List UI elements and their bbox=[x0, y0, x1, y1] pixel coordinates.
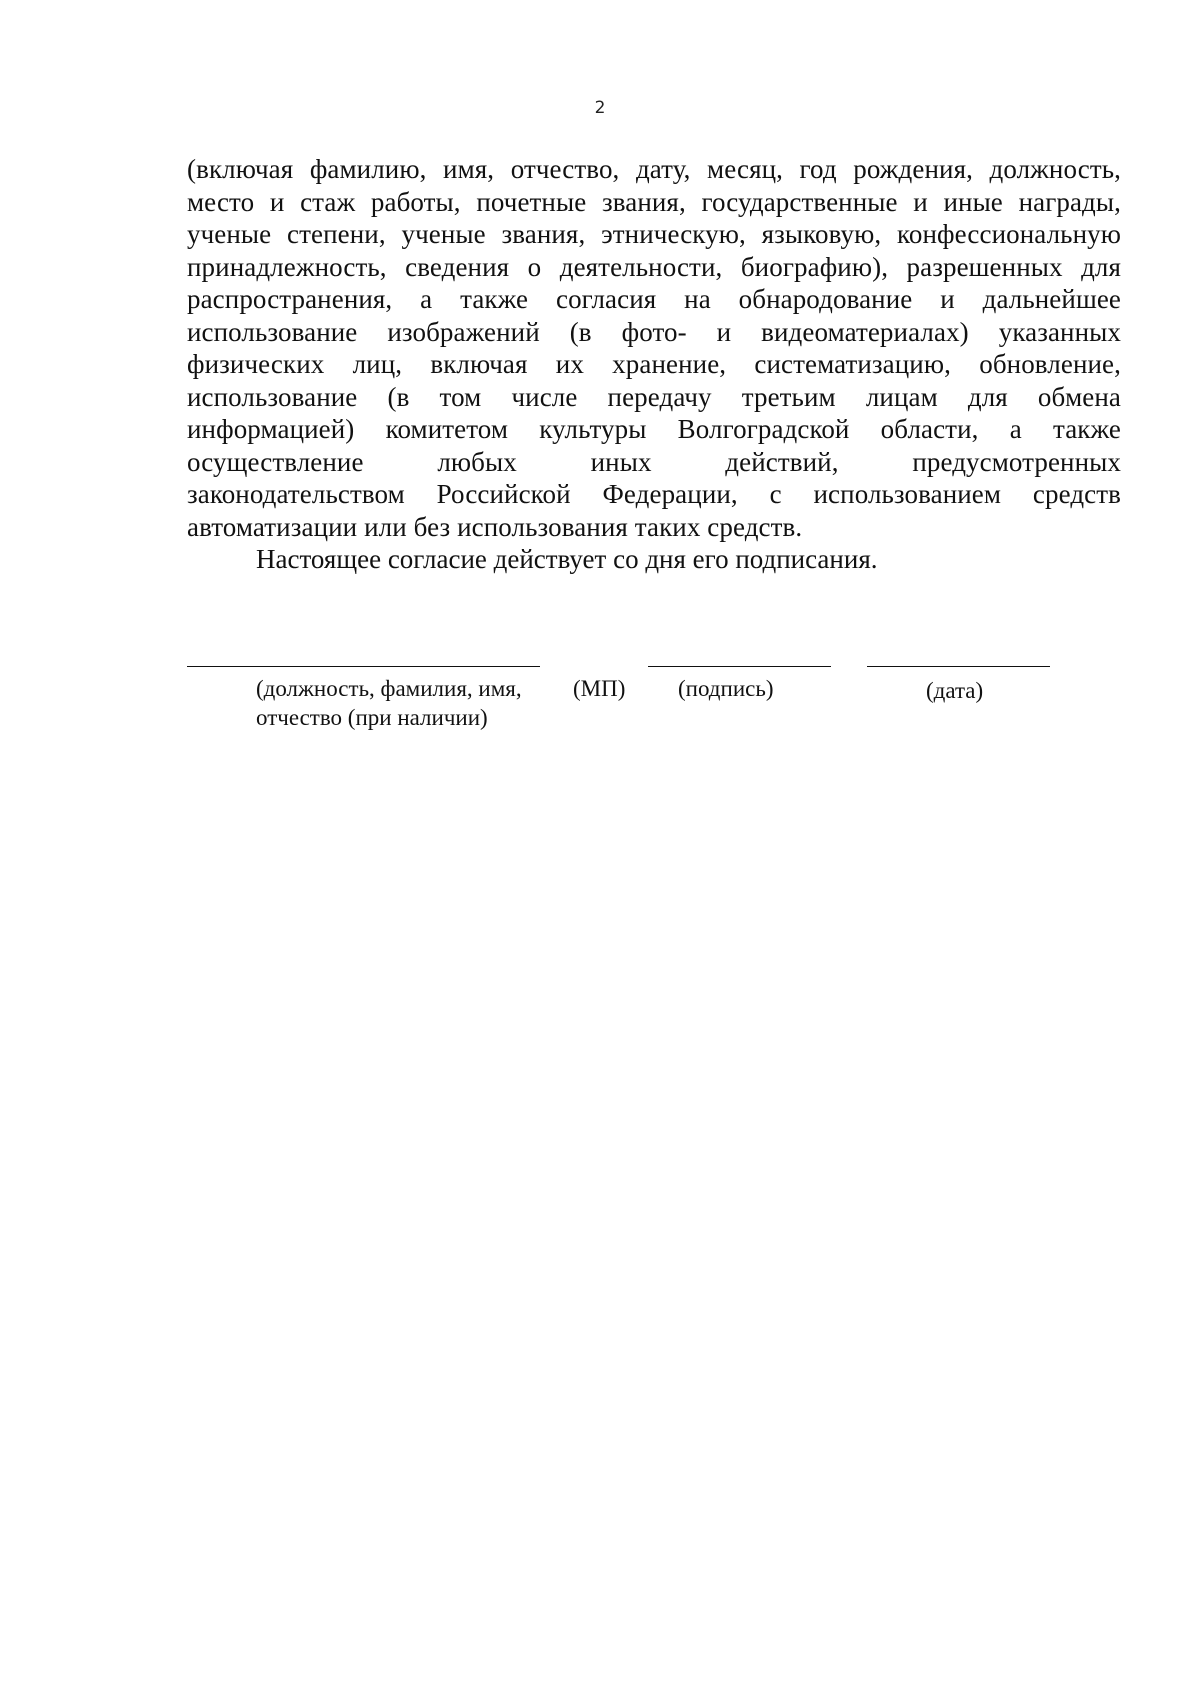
paragraph-line: (включая фамилию, имя, отчество, дату, месяц, год рождения, должность, bbox=[187, 154, 1121, 184]
paragraph-line: использование (в том числе передачу третьим лицам для обмена bbox=[187, 381, 1121, 412]
date-caption: (дата) bbox=[926, 678, 984, 703]
paragraph-line: принадлежность, сведения о деятельности, биографию), разрешенных для bbox=[187, 251, 1121, 282]
signature-line bbox=[648, 666, 831, 667]
paragraph-line: законодательством Российской Федерации, с использованием средств bbox=[187, 479, 1121, 509]
paragraph-line: распространения, а также согласия на обнародование и дальнейшее bbox=[187, 284, 1121, 314]
position-signature-line bbox=[187, 666, 540, 667]
page-number: 2 bbox=[594, 98, 606, 118]
position-caption-continuation: отчество (при наличии) bbox=[256, 705, 488, 730]
stamp-caption: (МП) bbox=[573, 676, 626, 701]
paragraph-line: информацией) комитетом культуры Волгоградской области, а также bbox=[187, 414, 1121, 444]
paragraph-line: автоматизации или без использования таких средств. bbox=[187, 511, 803, 542]
signature-caption: (подпись) bbox=[678, 676, 774, 701]
paragraph-line: физических лиц, включая их хранение, систематизацию, обновление, bbox=[187, 349, 1121, 379]
paragraph-line: осуществление любых иных действий, предусмотренных bbox=[187, 446, 1121, 477]
position-caption: (должность, фамилия, имя, bbox=[256, 676, 522, 701]
paragraph-line: использование изображений (в фото- и видеоматериалах) указанных bbox=[187, 316, 1121, 347]
paragraph-line: место и стаж работы, почетные звания, государственные и иные награды, bbox=[187, 186, 1121, 217]
paragraph-line: ученые степени, ученые звания, этническую, языковую, конфессиональную bbox=[187, 219, 1121, 249]
date-line bbox=[867, 666, 1050, 667]
validity-statement: Настоящее согласие действует со дня его подписания. bbox=[256, 544, 878, 574]
consent-paragraph bbox=[187, 153, 1121, 543]
